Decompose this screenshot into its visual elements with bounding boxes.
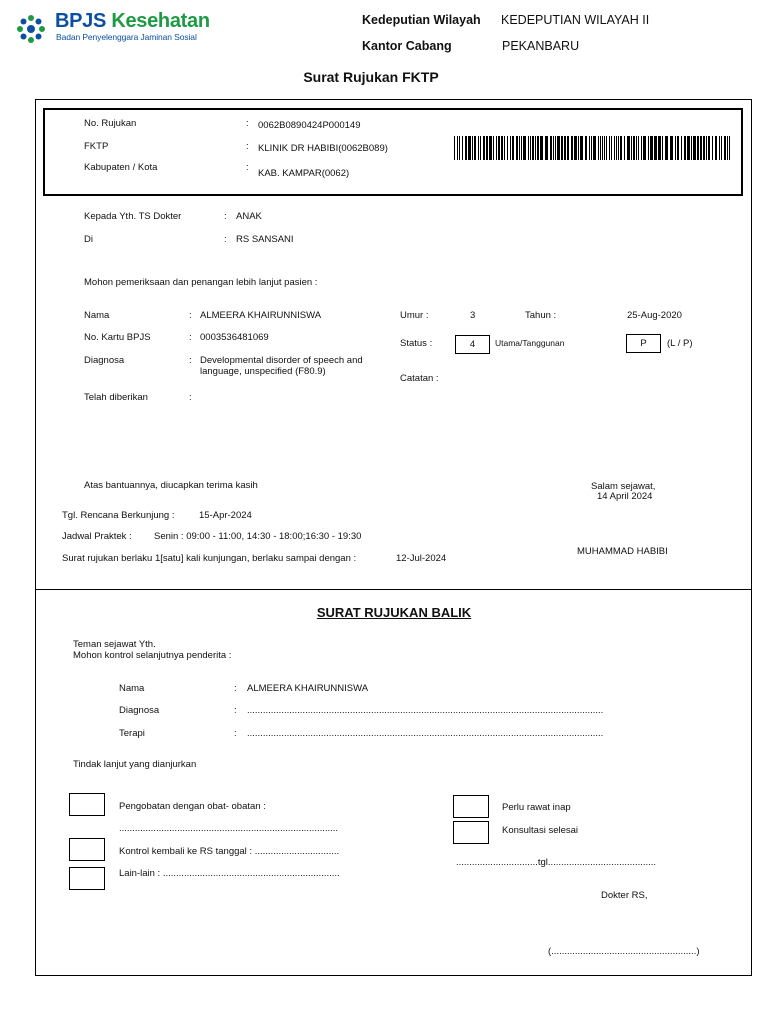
back-greet-1: Teman sejawat Yth. <box>73 639 156 650</box>
kab-value: KAB. KAMPAR(0062) <box>258 168 350 179</box>
diag-colon: : <box>189 355 192 366</box>
opt-other-label: Lain-lain : ................................................................... <box>119 868 340 879</box>
logo-subtitle: Badan Penyelenggara Jaminan Sosial <box>56 32 197 42</box>
checkbox-control[interactable] <box>69 838 105 861</box>
status-value-box: 4 <box>455 335 490 354</box>
status-desc: Utama/Tanggunan <box>495 338 565 348</box>
card-label: No. Kartu BPJS <box>84 332 151 343</box>
back-name-label: Nama <box>119 683 145 694</box>
barcode-image <box>454 136 732 160</box>
diag-label: Diagnosa <box>84 355 125 366</box>
at-value: RS SANSANI <box>236 234 294 245</box>
doctor-name: MUHAMMAD HABIBI <box>577 546 668 557</box>
validity-date: 12-Jul-2024 <box>396 553 447 564</box>
branch-value: PEKANBARU <box>502 39 580 53</box>
fktp-label: FKTP <box>84 141 109 152</box>
sign-date: 14 April 2024 <box>597 491 653 502</box>
card-colon: : <box>189 332 192 343</box>
diag-line-1: Developmental disorder of speech and <box>200 355 363 366</box>
opt-meds-label: Pengobatan dengan obat- obatan : <box>119 801 266 812</box>
patient-name-colon: : <box>189 310 192 321</box>
kab-colon: : <box>246 162 249 173</box>
branch-label: Kantor Cabang <box>362 39 452 53</box>
schedule-label: Jadwal Praktek : <box>62 531 132 542</box>
status-label: Status : <box>400 338 433 349</box>
at-label: Di <box>84 234 93 245</box>
doctor-rs-label: Dokter RS, <box>601 890 648 901</box>
notes-label: Catatan : <box>400 373 439 384</box>
fktp-colon: : <box>246 141 249 152</box>
kab-label: Kabupaten / Kota <box>84 162 158 173</box>
greeting-text: Salam sejawat, <box>591 481 656 492</box>
logo-brand-kesehatan: Kesehatan <box>111 10 210 32</box>
followup-label: Tindak lanjut yang dianjurkan <box>73 759 197 770</box>
page-title: Surat Rujukan FKTP <box>303 69 439 85</box>
signature-line: (.......................................................) <box>548 946 700 957</box>
back-diag-colon: : <box>234 705 237 716</box>
plan-value: 15-Apr-2024 <box>199 510 252 521</box>
back-therapy-label: Terapi <box>119 728 145 739</box>
checkbox-done[interactable] <box>453 821 489 844</box>
section-divider <box>35 589 752 590</box>
back-therapy-dots: ....................................................................................................................................... <box>247 728 604 739</box>
card-value: 0003536481069 <box>200 332 269 343</box>
diag-line-2: language, unspecified (F80.9) <box>200 366 326 377</box>
checkbox-inpatient[interactable] <box>453 795 489 818</box>
checkbox-meds[interactable] <box>69 793 105 816</box>
to-colon: : <box>224 211 227 222</box>
back-diag-label: Diagnosa <box>119 705 160 716</box>
back-name-value: ALMEERA KHAIRUNNISWA <box>247 683 369 694</box>
deputy-value: KEDEPUTIAN WILAYAH II <box>501 13 650 27</box>
opt-done-label: Konsultasi selesai <box>502 825 579 836</box>
validity-text: Surat rujukan berlaku 1[satu] kali kunjungan, berlaku sampai dengan : <box>62 553 357 564</box>
back-name-colon: : <box>234 683 237 694</box>
to-label: Kepada Yth. TS Dokter <box>84 211 182 222</box>
opt-inpatient-label: Perlu rawat inap <box>502 802 571 813</box>
opt-control-label: Kontrol kembali ke RS tanggal : ................................ <box>119 846 340 857</box>
checkbox-other[interactable] <box>69 867 105 890</box>
back-diag-dots: ....................................................................................................................................... <box>247 705 604 716</box>
ref-no-colon: : <box>246 118 249 129</box>
back-title: SURAT RUJUKAN BALIK <box>316 605 472 620</box>
age-label: Umur : <box>400 310 429 321</box>
plan-label: Tgl. Rencana Berkunjung : <box>62 510 175 521</box>
to-value: ANAK <box>236 211 262 222</box>
year-label: Tahun : <box>525 310 557 321</box>
request-text: Mohon pemeriksaan dan penangan lebih lanjut pasien : <box>84 277 318 288</box>
schedule-value: Senin : 09:00 - 11:00, 14:30 - 18:00;16:30 - 19:30 <box>154 531 362 542</box>
age-value: 3 <box>470 310 476 321</box>
sex-value-box: P <box>626 334 661 353</box>
date-line: ...............................tgl......................................... <box>456 857 657 868</box>
back-greet-2: Mohon kontrol selanjutnya penderita : <box>73 650 232 661</box>
at-colon: : <box>224 234 227 245</box>
back-therapy-colon: : <box>234 728 237 739</box>
ref-no-value: 0062B0890424P000149 <box>258 120 361 131</box>
ref-no-label: No. Rujukan <box>84 118 137 129</box>
thanks-text: Atas bantuannya, diucapkan terima kasih <box>84 480 258 491</box>
opt-meds-dots: ................................................................................... <box>119 823 339 834</box>
given-label: Telah diberikan <box>84 392 148 403</box>
given-colon: : <box>189 392 192 403</box>
deputy-label: Kedeputian Wilayah <box>362 13 481 27</box>
logo-brand <box>55 10 210 33</box>
sex-hint: (L / P) <box>667 338 693 349</box>
patient-name-value: ALMEERA KHAIRUNNISWA <box>200 310 322 321</box>
dob-value: 25-Aug-2020 <box>627 310 682 321</box>
fktp-value: KLINIK DR HABIBI(0062B089) <box>258 143 388 154</box>
bpjs-logo-icon <box>16 14 46 44</box>
form-frame <box>35 99 752 976</box>
logo-brand-bpjs: BPJS <box>55 10 107 32</box>
patient-name-label: Nama <box>84 310 110 321</box>
